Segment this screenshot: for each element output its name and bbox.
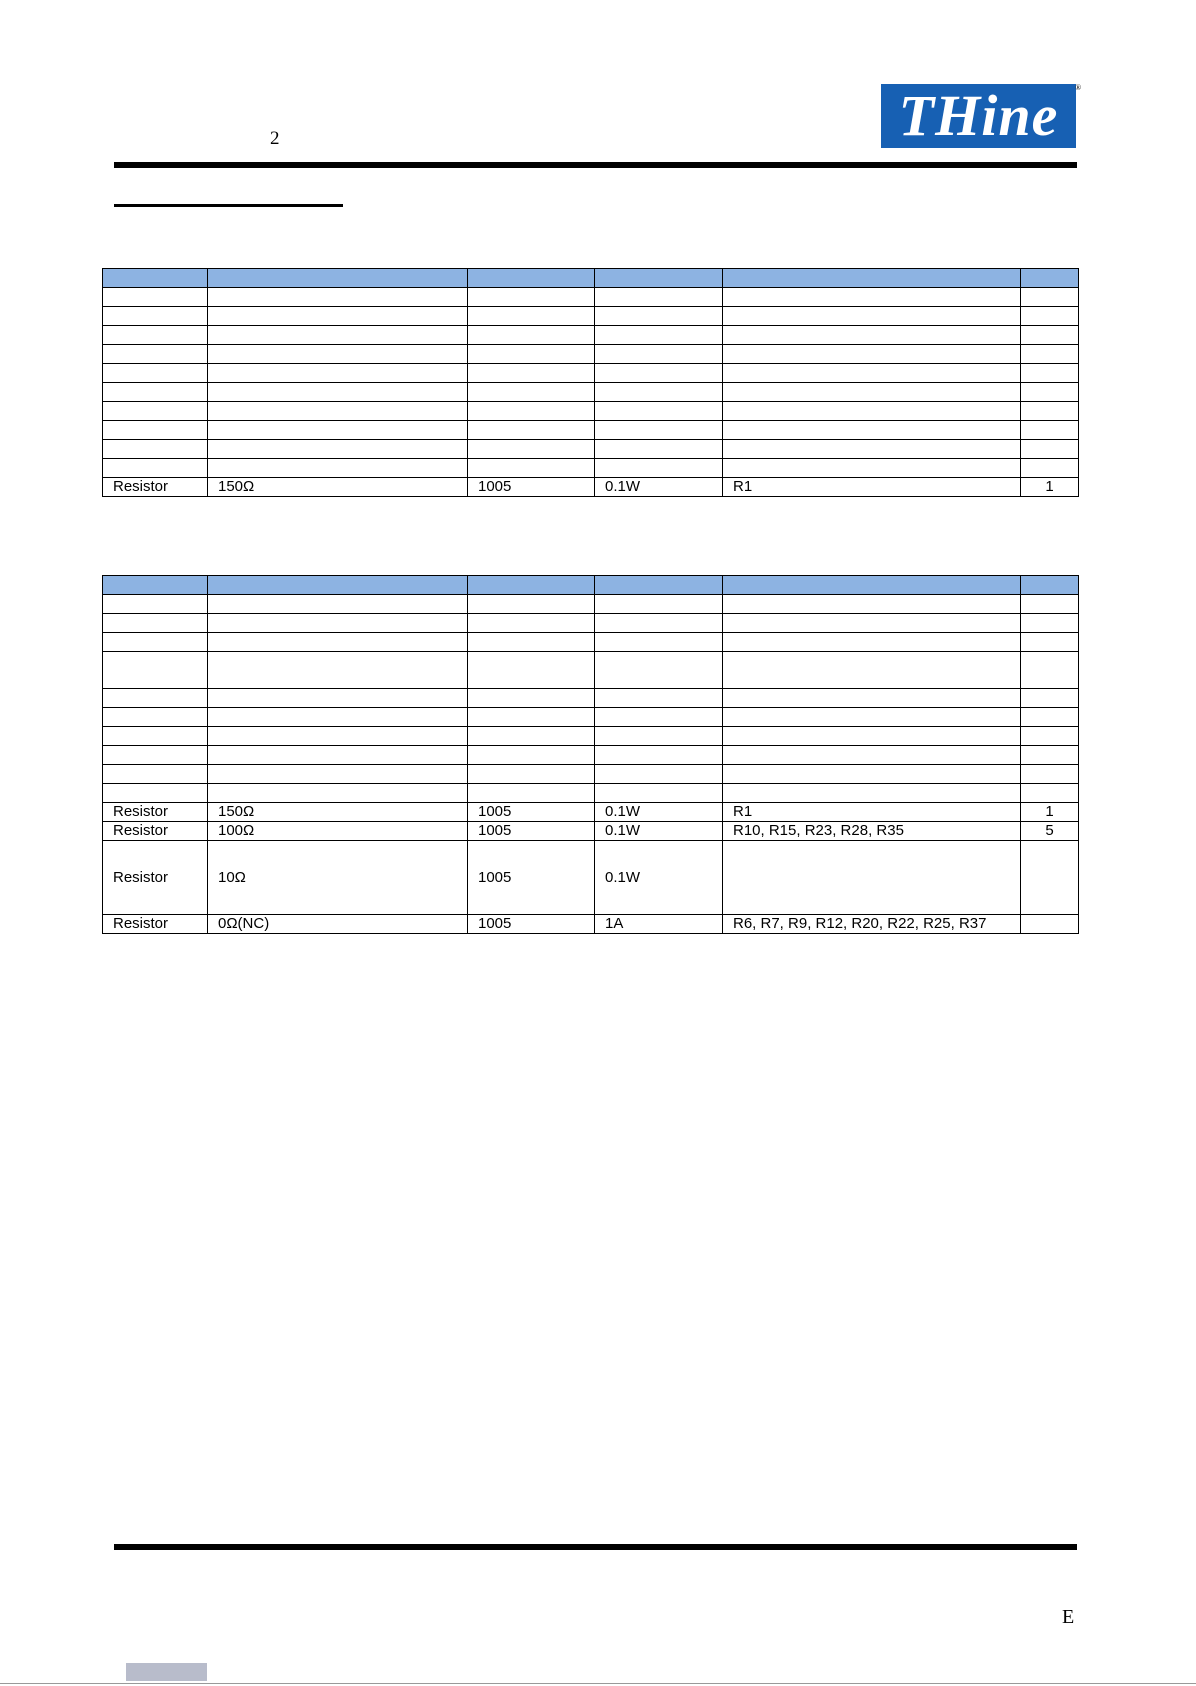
cell-size bbox=[468, 614, 595, 633]
cell-qty bbox=[1021, 746, 1079, 765]
cell-reference bbox=[723, 765, 1021, 784]
cell-part bbox=[103, 402, 208, 421]
cell-value: 100Ω bbox=[208, 822, 468, 841]
cell-size bbox=[468, 633, 595, 652]
cell-part bbox=[103, 595, 208, 614]
cell-value: 150Ω bbox=[208, 803, 468, 822]
cell-size bbox=[468, 307, 595, 326]
cell-part: Resistor bbox=[103, 478, 208, 497]
table-row bbox=[103, 383, 1079, 402]
cell-rating: 0.1W bbox=[595, 478, 723, 497]
cell-rating bbox=[595, 440, 723, 459]
cell-reference bbox=[723, 708, 1021, 727]
cell-rating bbox=[595, 708, 723, 727]
cell-reference bbox=[723, 459, 1021, 478]
cell-value bbox=[208, 421, 468, 440]
table-row bbox=[103, 459, 1079, 478]
cell-reference: R1 bbox=[723, 478, 1021, 497]
cell-value bbox=[208, 765, 468, 784]
cell-value bbox=[208, 288, 468, 307]
cell-qty bbox=[1021, 402, 1079, 421]
cell-value bbox=[208, 326, 468, 345]
table-row bbox=[103, 478, 1079, 497]
cell-reference bbox=[723, 307, 1021, 326]
cell-part bbox=[103, 708, 208, 727]
cell-size bbox=[468, 652, 595, 689]
cell-reference bbox=[723, 652, 1021, 689]
cell-reference bbox=[723, 614, 1021, 633]
cell-rating bbox=[595, 633, 723, 652]
table-row bbox=[103, 402, 1079, 421]
cell-part bbox=[103, 652, 208, 689]
table-row bbox=[103, 765, 1079, 784]
cell-reference bbox=[723, 841, 1021, 915]
cell-reference bbox=[723, 440, 1021, 459]
cell-part bbox=[103, 459, 208, 478]
cell-qty: 5 bbox=[1021, 822, 1079, 841]
cell-value: 0Ω(NC) bbox=[208, 915, 468, 934]
header-rule bbox=[114, 162, 1077, 168]
cell-rating bbox=[595, 727, 723, 746]
cell-size bbox=[468, 708, 595, 727]
thine-logo bbox=[881, 83, 1082, 148]
table-row bbox=[103, 803, 1079, 822]
logo-trademark: ® bbox=[1075, 83, 1082, 92]
cell-rating bbox=[595, 345, 723, 364]
cell-size: 1005 bbox=[468, 915, 595, 934]
header-cell-part bbox=[103, 576, 208, 595]
header-cell-qty bbox=[1021, 576, 1079, 595]
bom-table-2 bbox=[102, 575, 1079, 934]
header-cell-reference bbox=[723, 576, 1021, 595]
cell-rating bbox=[595, 383, 723, 402]
header-cell-value bbox=[208, 269, 468, 288]
cell-reference bbox=[723, 784, 1021, 803]
cell-part: Resistor bbox=[103, 822, 208, 841]
cell-size bbox=[468, 326, 595, 345]
cell-value: 150Ω bbox=[208, 478, 468, 497]
cell-value bbox=[208, 689, 468, 708]
header-cell-size bbox=[468, 269, 595, 288]
cell-reference bbox=[723, 288, 1021, 307]
cell-value bbox=[208, 652, 468, 689]
cell-qty bbox=[1021, 841, 1079, 915]
cell-qty bbox=[1021, 364, 1079, 383]
footer-rule bbox=[114, 1544, 1077, 1550]
cell-rating bbox=[595, 746, 723, 765]
cell-reference bbox=[723, 689, 1021, 708]
cell-reference bbox=[723, 746, 1021, 765]
header-cell-size bbox=[468, 576, 595, 595]
cell-value bbox=[208, 746, 468, 765]
cell-size bbox=[468, 288, 595, 307]
cell-part: Resistor bbox=[103, 915, 208, 934]
cell-part bbox=[103, 307, 208, 326]
cell-part bbox=[103, 633, 208, 652]
cell-qty bbox=[1021, 383, 1079, 402]
table-row bbox=[103, 633, 1079, 652]
cell-size bbox=[468, 402, 595, 421]
cell-rating bbox=[595, 595, 723, 614]
cell-size: 1005 bbox=[468, 803, 595, 822]
table-row bbox=[103, 614, 1079, 633]
cell-value bbox=[208, 383, 468, 402]
cell-rating: 0.1W bbox=[595, 803, 723, 822]
cell-size bbox=[468, 727, 595, 746]
cell-part bbox=[103, 364, 208, 383]
footer-letter: E bbox=[1062, 1606, 1075, 1628]
cell-size: 1005 bbox=[468, 822, 595, 841]
cell-qty bbox=[1021, 326, 1079, 345]
cell-qty bbox=[1021, 440, 1079, 459]
header-cell-reference bbox=[723, 269, 1021, 288]
cell-value bbox=[208, 364, 468, 383]
cell-part bbox=[103, 614, 208, 633]
cell-part: Resistor bbox=[103, 803, 208, 822]
cell-qty bbox=[1021, 784, 1079, 803]
cell-size bbox=[468, 345, 595, 364]
table-row bbox=[103, 288, 1079, 307]
cell-part bbox=[103, 440, 208, 459]
header-cell-part bbox=[103, 269, 208, 288]
table-row bbox=[103, 326, 1079, 345]
cell-size: 1005 bbox=[468, 478, 595, 497]
cell-size bbox=[468, 459, 595, 478]
cell-qty: 1 bbox=[1021, 803, 1079, 822]
cell-reference bbox=[723, 727, 1021, 746]
cell-size bbox=[468, 440, 595, 459]
cell-part bbox=[103, 326, 208, 345]
table-row bbox=[103, 364, 1079, 383]
cell-value bbox=[208, 402, 468, 421]
cell-rating bbox=[595, 459, 723, 478]
header-cell-rating bbox=[595, 576, 723, 595]
section-heading-underline bbox=[114, 204, 343, 207]
cell-rating bbox=[595, 765, 723, 784]
cell-value bbox=[208, 440, 468, 459]
cell-part bbox=[103, 746, 208, 765]
cell-rating bbox=[595, 288, 723, 307]
cell-qty bbox=[1021, 288, 1079, 307]
cell-reference bbox=[723, 383, 1021, 402]
table-row bbox=[103, 595, 1079, 614]
cell-rating bbox=[595, 326, 723, 345]
cell-value bbox=[208, 784, 468, 803]
cell-value bbox=[208, 459, 468, 478]
cell-reference bbox=[723, 364, 1021, 383]
cell-part bbox=[103, 689, 208, 708]
page-number: 2 bbox=[270, 128, 280, 149]
cell-reference bbox=[723, 421, 1021, 440]
table-row bbox=[103, 915, 1079, 934]
cell-qty bbox=[1021, 459, 1079, 478]
cell-qty bbox=[1021, 708, 1079, 727]
table-header-row bbox=[103, 269, 1079, 288]
footer-link-highlight[interactable] bbox=[126, 1663, 207, 1681]
table-row bbox=[103, 708, 1079, 727]
cell-reference bbox=[723, 402, 1021, 421]
cell-qty bbox=[1021, 421, 1079, 440]
cell-qty bbox=[1021, 652, 1079, 689]
cell-rating: 0.1W bbox=[595, 822, 723, 841]
cell-qty bbox=[1021, 614, 1079, 633]
cell-qty bbox=[1021, 633, 1079, 652]
footer-bottom-line bbox=[0, 1683, 1196, 1684]
cell-reference: R1 bbox=[723, 803, 1021, 822]
cell-rating: 0.1W bbox=[595, 841, 723, 915]
cell-size: 1005 bbox=[468, 841, 595, 915]
cell-rating bbox=[595, 364, 723, 383]
table-row bbox=[103, 307, 1079, 326]
header-cell-rating bbox=[595, 269, 723, 288]
table-row bbox=[103, 440, 1079, 459]
table-row bbox=[103, 345, 1079, 364]
cell-value bbox=[208, 614, 468, 633]
table-header-row bbox=[103, 576, 1079, 595]
cell-rating bbox=[595, 784, 723, 803]
cell-part bbox=[103, 727, 208, 746]
cell-value bbox=[208, 708, 468, 727]
cell-part bbox=[103, 784, 208, 803]
table-row bbox=[103, 652, 1079, 689]
cell-size bbox=[468, 364, 595, 383]
cell-reference: R6, R7, R9, R12, R20, R22, R25, R37 bbox=[723, 915, 1021, 934]
cell-rating bbox=[595, 421, 723, 440]
logo-text: THine bbox=[898, 83, 1059, 148]
table-row bbox=[103, 841, 1079, 915]
cell-value bbox=[208, 345, 468, 364]
cell-qty: 1 bbox=[1021, 478, 1079, 497]
bom-table-1 bbox=[102, 268, 1079, 497]
cell-part bbox=[103, 345, 208, 364]
cell-reference bbox=[723, 345, 1021, 364]
cell-reference: R10, R15, R23, R28, R35 bbox=[723, 822, 1021, 841]
table-row bbox=[103, 822, 1079, 841]
table-row bbox=[103, 421, 1079, 440]
cell-rating bbox=[595, 614, 723, 633]
table-row bbox=[103, 746, 1079, 765]
cell-qty bbox=[1021, 595, 1079, 614]
cell-value: 10Ω bbox=[208, 841, 468, 915]
cell-size bbox=[468, 421, 595, 440]
cell-value bbox=[208, 633, 468, 652]
cell-qty bbox=[1021, 915, 1079, 934]
cell-size bbox=[468, 383, 595, 402]
cell-rating: 1A bbox=[595, 915, 723, 934]
cell-value bbox=[208, 595, 468, 614]
cell-size bbox=[468, 689, 595, 708]
cell-qty bbox=[1021, 689, 1079, 708]
cell-rating bbox=[595, 402, 723, 421]
cell-reference bbox=[723, 633, 1021, 652]
cell-qty bbox=[1021, 727, 1079, 746]
cell-rating bbox=[595, 689, 723, 708]
cell-rating bbox=[595, 652, 723, 689]
cell-qty bbox=[1021, 307, 1079, 326]
cell-part: Resistor bbox=[103, 841, 208, 915]
cell-part bbox=[103, 765, 208, 784]
cell-size bbox=[468, 784, 595, 803]
cell-part bbox=[103, 288, 208, 307]
cell-qty bbox=[1021, 345, 1079, 364]
table-row bbox=[103, 689, 1079, 708]
cell-part bbox=[103, 421, 208, 440]
cell-size bbox=[468, 746, 595, 765]
header-cell-value bbox=[208, 576, 468, 595]
cell-value bbox=[208, 727, 468, 746]
cell-size bbox=[468, 595, 595, 614]
cell-size bbox=[468, 765, 595, 784]
cell-reference bbox=[723, 595, 1021, 614]
cell-qty bbox=[1021, 765, 1079, 784]
table-row bbox=[103, 784, 1079, 803]
header-cell-qty bbox=[1021, 269, 1079, 288]
table-row bbox=[103, 727, 1079, 746]
cell-reference bbox=[723, 326, 1021, 345]
cell-rating bbox=[595, 307, 723, 326]
cell-value bbox=[208, 307, 468, 326]
cell-part bbox=[103, 383, 208, 402]
